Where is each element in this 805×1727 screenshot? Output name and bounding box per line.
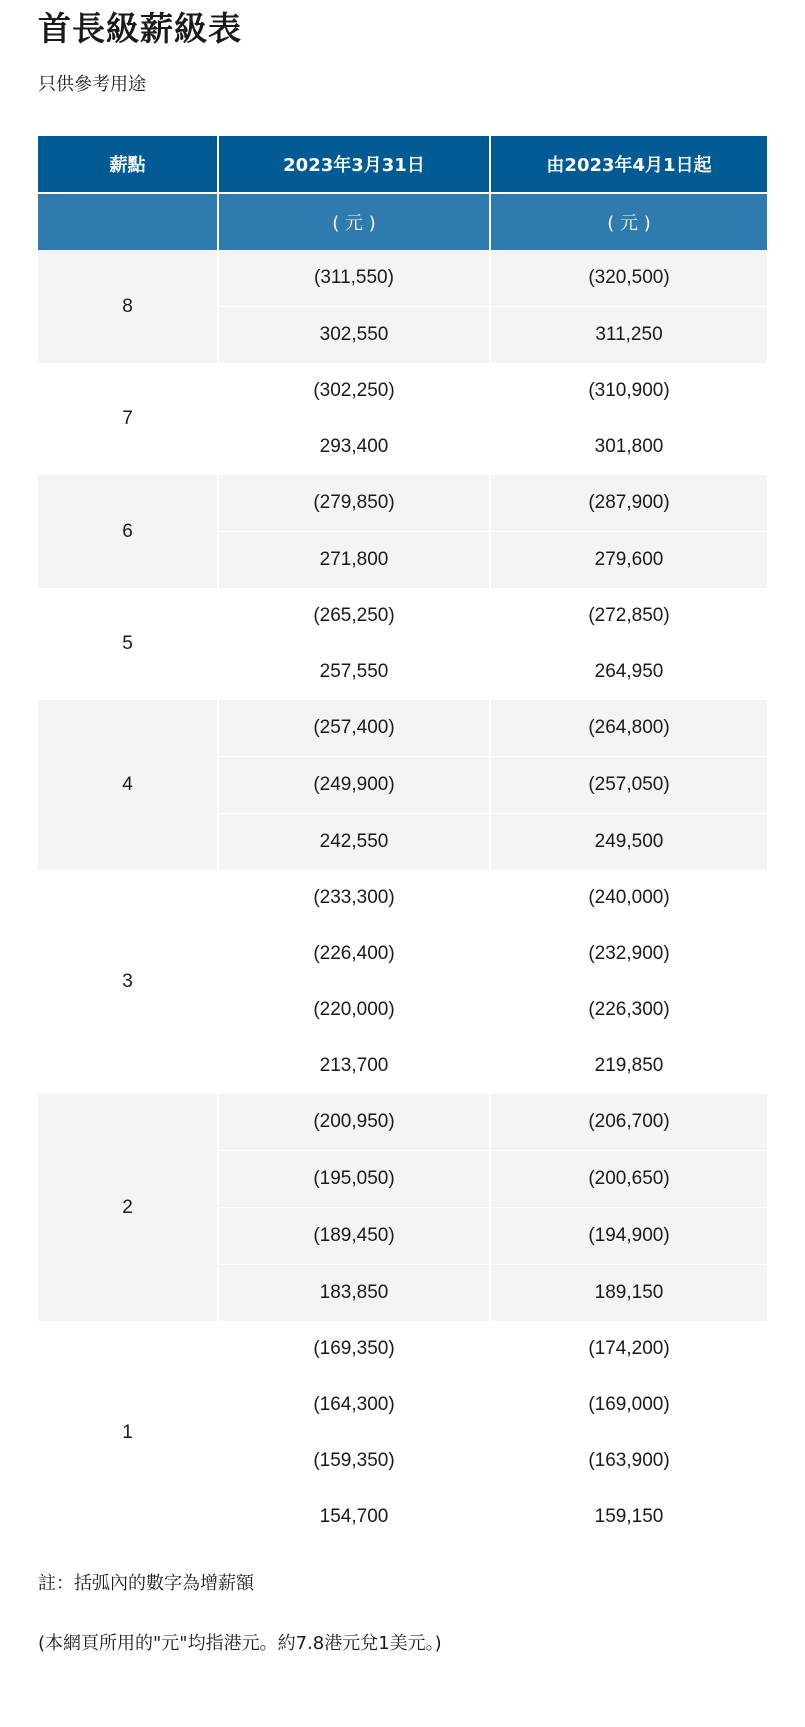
- salary-cell-old: (164,300): [219, 1377, 491, 1433]
- pay-point-cell: 2: [38, 1094, 219, 1321]
- salary-cell-new: (264,800): [491, 700, 767, 757]
- salary-cell-old: 257,550: [219, 644, 491, 700]
- salary-cell-old: (200,950): [219, 1094, 491, 1151]
- pay-point-group: [38, 588, 767, 700]
- table-row: [38, 588, 767, 644]
- salary-cell-old: (233,300): [219, 870, 491, 926]
- salary-cell-old: (195,050): [219, 1151, 491, 1208]
- pay-point-group: [38, 1321, 767, 1545]
- table-row: [38, 250, 767, 307]
- salary-cell-old: 183,850: [219, 1265, 491, 1321]
- salary-cell-new: (206,700): [491, 1094, 767, 1151]
- pay-point-cell: 6: [38, 475, 219, 588]
- table-row: [38, 363, 767, 419]
- unit-pay-point: [38, 194, 219, 250]
- pay-point-cell: 8: [38, 250, 219, 363]
- page-subtitle: 只供參考用途: [38, 74, 146, 95]
- currency-footnote: (本網頁所用的"元"均指港元。約7.8港元兌1美元。): [38, 1633, 442, 1654]
- table-row: [38, 1094, 767, 1151]
- salary-cell-old: 271,800: [219, 532, 491, 588]
- unit-old: ( 元 ): [219, 194, 491, 250]
- pay-point-cell: 5: [38, 588, 219, 700]
- salary-cell-new: (200,650): [491, 1151, 767, 1208]
- salary-cell-old: (220,000): [219, 982, 491, 1038]
- header-date-new: 由2023年4月1日起: [491, 136, 767, 194]
- pay-scale-table: [38, 136, 767, 1545]
- salary-cell-new: 189,150: [491, 1265, 767, 1321]
- salary-cell-new: 264,950: [594, 661, 664, 682]
- table-row: [38, 1321, 767, 1377]
- salary-cell-old: 154,700: [219, 1489, 491, 1545]
- salary-cell-new: 279,600: [491, 532, 767, 588]
- salary-cell-old: (226,400): [219, 926, 491, 982]
- salary-cell-new: 249,500: [491, 814, 767, 870]
- salary-cell-old: (159,350): [219, 1433, 491, 1489]
- salary-cell-old: 213,700: [219, 1038, 491, 1094]
- salary-cell-old: (279,850): [219, 475, 491, 532]
- salary-cell-new: 159,150: [594, 1506, 664, 1527]
- salary-cell-old: (265,250): [219, 588, 491, 644]
- salary-cell-new: (232,900): [588, 943, 670, 964]
- salary-cell-new: (257,050): [491, 757, 767, 814]
- table-row: [38, 475, 767, 532]
- salary-cell-old: (311,550): [219, 250, 491, 307]
- pay-point-group: [38, 475, 767, 588]
- salary-cell-new: (194,900): [491, 1208, 767, 1265]
- unit-new: ( 元 ): [491, 194, 767, 250]
- table-header-row: [38, 136, 767, 194]
- table-row: [38, 700, 767, 757]
- salary-cell-old: (169,350): [219, 1321, 491, 1377]
- page-title: 首長級薪級表: [38, 9, 242, 48]
- salary-cell-new: (272,850): [588, 605, 670, 626]
- pay-point-cell: 3: [38, 870, 219, 1094]
- salary-cell-new: (287,900): [491, 475, 767, 532]
- salary-cell-new: 301,800: [594, 436, 664, 457]
- salary-cell-new: (240,000): [588, 887, 670, 908]
- pay-point-group: [38, 363, 767, 475]
- salary-cell-new: 311,250: [491, 307, 767, 363]
- salary-cell-old: 242,550: [219, 814, 491, 870]
- salary-cell-new: (320,500): [491, 250, 767, 307]
- pay-point-group: [38, 700, 767, 870]
- pay-point-group: [38, 870, 767, 1094]
- salary-cell-old: 293,400: [219, 419, 491, 475]
- salary-cell-old: 302,550: [219, 307, 491, 363]
- salary-cell-new: (310,900): [588, 380, 670, 401]
- salary-cell-old: (189,450): [219, 1208, 491, 1265]
- header-pay-point: 薪點: [38, 136, 219, 194]
- header-date-old: 2023年3月31日: [219, 136, 491, 194]
- table-unit-row: [38, 194, 767, 250]
- pay-point-group: [38, 250, 767, 363]
- salary-cell-old: (302,250): [219, 363, 491, 419]
- pay-point-group: [38, 1094, 767, 1321]
- salary-cell-old: (257,400): [219, 700, 491, 757]
- salary-cell-new: (174,200): [588, 1338, 670, 1359]
- salary-cell-new: (226,300): [588, 999, 670, 1020]
- salary-cell-new: (163,900): [588, 1450, 670, 1471]
- increment-note: 註：括弧內的數字為增薪額: [38, 1573, 254, 1594]
- salary-cell-old: (249,900): [219, 757, 491, 814]
- pay-point-cell: 7: [38, 363, 219, 475]
- pay-point-cell: 4: [38, 700, 219, 870]
- pay-point-cell: 1: [38, 1321, 219, 1545]
- table-row: [38, 870, 767, 926]
- salary-cell-new: (169,000): [588, 1394, 670, 1415]
- salary-cell-new: 219,850: [594, 1055, 664, 1076]
